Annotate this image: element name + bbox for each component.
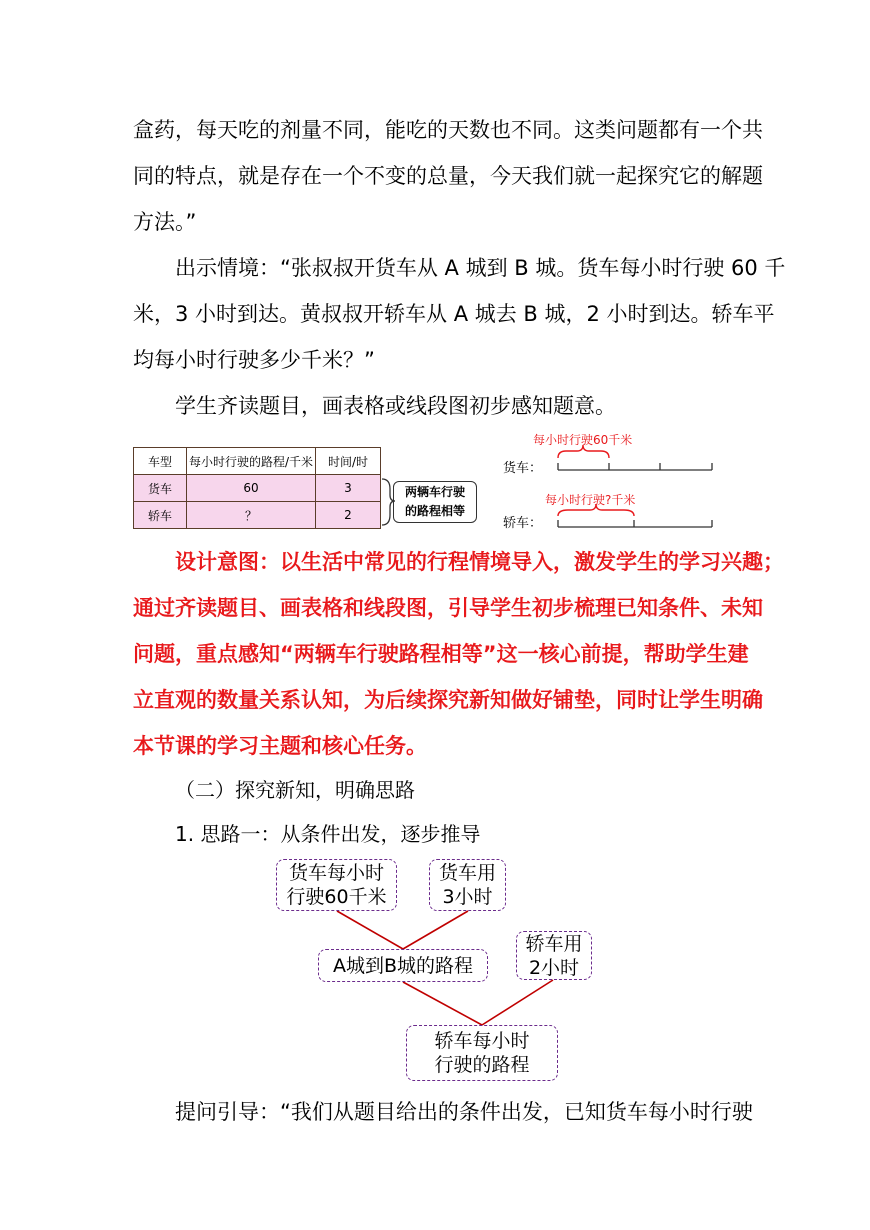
node-truck-speed	[276, 859, 397, 911]
table-cell: 2	[316, 502, 381, 529]
car-brace	[558, 504, 634, 516]
design-intent-line: 问题，重点感知“两辆车行驶路程相等”这一核心前提，帮助学生建	[133, 642, 749, 666]
note-line: 的路程相等	[404, 504, 465, 518]
design-intent-line: 立直观的数量关系认知，为后续探究新知做好铺垫，同时让学生明确	[133, 688, 763, 712]
design-intent-line: 设计意图：以生活中常见的行程情境导入，激发学生的学习兴趣；	[175, 550, 784, 574]
node-text: 货车用	[438, 862, 496, 884]
car-segment	[558, 520, 712, 527]
table-bracket	[382, 479, 395, 525]
paragraph-line: 方法。”	[133, 210, 197, 234]
subheading: 1. 思路一：从条件出发，逐步推导	[175, 822, 481, 846]
truck-segment	[558, 463, 712, 470]
paragraph-line: 同的特点，就是存在一个不变的总量，今天我们就一起探究它的解题	[133, 164, 763, 188]
paragraph-line: 提问引导：“我们从题目给出的条件出发，已知货车每小时行驶	[175, 1100, 753, 1124]
node-text: 3小时	[442, 886, 493, 908]
truck-label: 货车：	[503, 461, 543, 476]
table-cell: 60	[187, 475, 316, 502]
car-label: 轿车：	[503, 516, 543, 531]
node-text: 货车每小时	[288, 862, 384, 884]
table-header: 每小时行驶的路程/千米	[187, 448, 316, 475]
node-text: 轿车每小时	[434, 1030, 530, 1052]
design-intent-line: 通过齐读题目、画表格和线段图，引导学生初步梳理已知条件、未知	[133, 596, 763, 620]
node-car-time	[516, 931, 592, 980]
node-car-speed	[406, 1025, 558, 1081]
table-header: 时间/时	[316, 448, 381, 475]
paragraph-line: 米，3 小时到达。黄叔叔开轿车从 A 城去 B 城，2 小时到达。轿车平	[133, 302, 775, 326]
paragraph-line: 均每小时行驶多少千米？”	[133, 348, 375, 372]
table-cell: 3	[316, 475, 381, 502]
node-text: 行驶的路程	[434, 1054, 530, 1076]
table-header: 车型	[134, 448, 187, 475]
node-text: 轿车用	[525, 932, 583, 955]
note-line: 两辆车行驶	[404, 485, 465, 499]
car-brace-label: 每小时行驶?千米	[545, 493, 636, 507]
node-distance	[318, 949, 488, 982]
section-heading: （二）探究新知，明确思路	[175, 778, 415, 802]
paragraph-line: 盒药，每天吃的剂量不同，能吃的天数也不同。这类问题都有一个共	[133, 118, 763, 142]
paragraph-line: 学生齐读题目，画表格或线段图初步感知题意。	[175, 394, 616, 418]
table-cell: 轿车	[134, 502, 187, 529]
truck-brace-label: 每小时行驶60千米	[533, 433, 633, 447]
node-text: A城到B城的路程	[332, 954, 474, 977]
table-cell: ？	[187, 502, 316, 529]
design-intent-line: 本节课的学习主题和核心任务。	[133, 734, 427, 758]
truck-brace	[558, 445, 609, 458]
node-text: 2小时	[528, 956, 580, 979]
node-text: 行驶60千米	[286, 886, 387, 908]
table-cell: 货车	[134, 475, 187, 502]
paragraph-line: 出示情境：“张叔叔开货车从 A 城到 B 城。货车每小时行驶 60 千	[175, 256, 786, 280]
node-truck-time	[429, 859, 506, 911]
